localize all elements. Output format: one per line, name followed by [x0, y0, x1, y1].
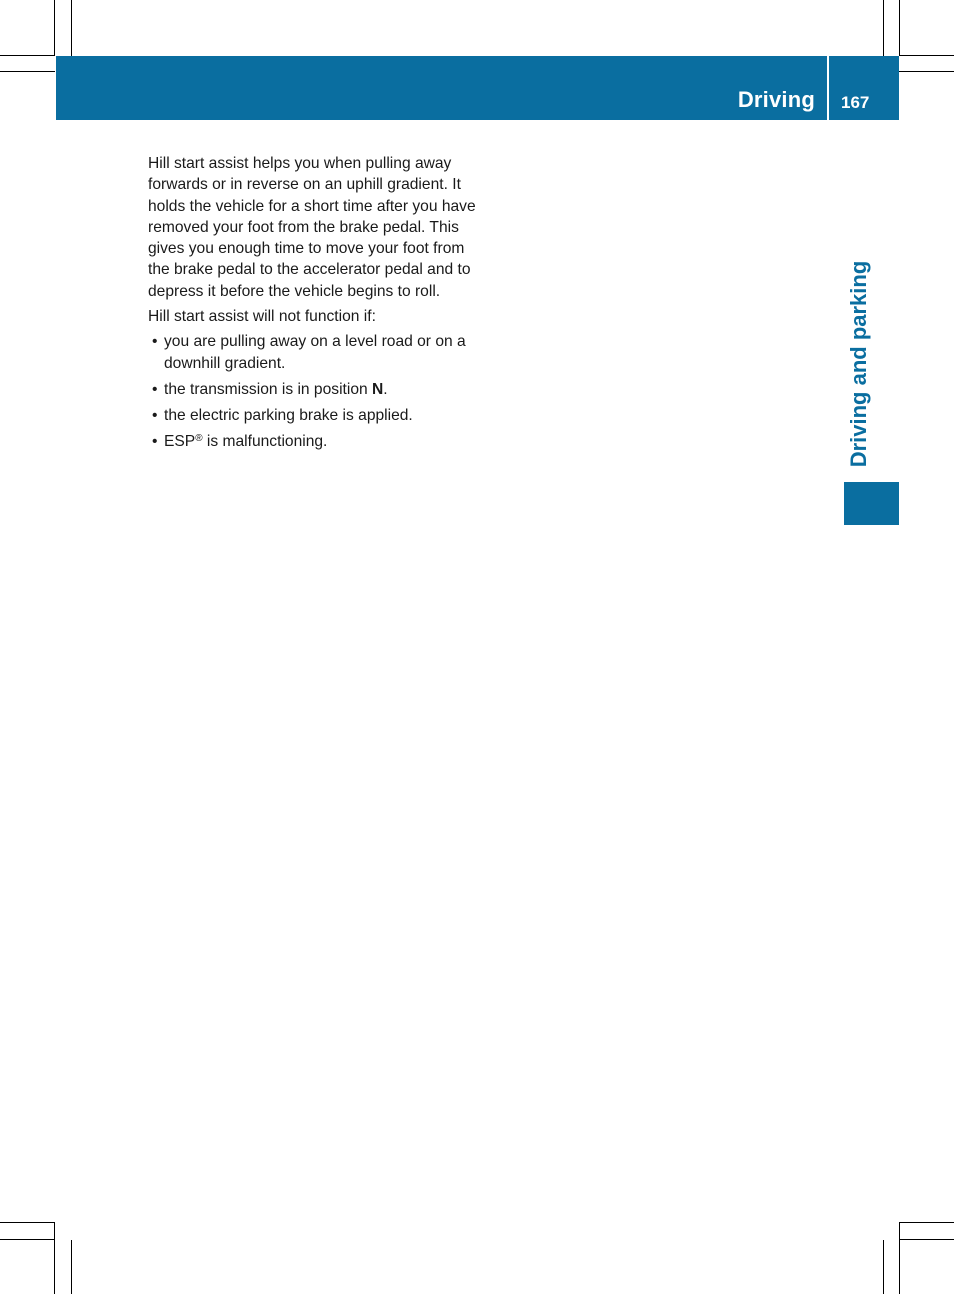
crop-mark [899, 1223, 900, 1294]
list-item-text: ESP [164, 432, 196, 450]
page-number: 167 [841, 93, 870, 112]
main-content [148, 153, 480, 457]
list-item-text: the electric parking brake is applied. [164, 406, 413, 424]
gear-position-n: N [372, 380, 384, 398]
crop-mark [883, 1240, 884, 1294]
list-item-text: you are pulling away on a level road or on a downhill gradient. [164, 333, 466, 372]
crop-mark [883, 0, 884, 56]
chapter-tab [842, 258, 876, 470]
list-item [148, 405, 480, 426]
crop-mark [899, 55, 954, 56]
chapter-tab-label: Driving and parking [846, 260, 871, 468]
crop-mark [0, 55, 55, 56]
header-divider [827, 56, 829, 120]
intro-paragraph: Hill start assist helps you when pulling away forwards or in reverse on an uphill gradient. It holds the vehicle for a short time after you have removed your foot from the brake pedal. This gives you enough time to move your foot from the brake pedal to the accelerator pedal and to depress it before the vehicle begins to roll. [148, 155, 476, 300]
condition-list [148, 331, 480, 452]
crop-mark [0, 1239, 55, 1240]
list-item-text: is malfunctioning. [202, 432, 328, 450]
crop-mark [0, 71, 55, 72]
registered-mark: ® [195, 432, 203, 444]
header-bar [56, 56, 899, 120]
crop-mark [899, 1222, 954, 1223]
list-item [148, 379, 480, 400]
crop-mark [54, 1223, 55, 1294]
crop-mark [899, 1239, 954, 1240]
crop-mark [0, 1222, 55, 1223]
list-item-text: . [383, 380, 388, 398]
crop-mark [71, 0, 72, 56]
crop-mark [54, 0, 55, 56]
list-item [148, 431, 480, 452]
list-item [148, 331, 480, 374]
crop-mark [899, 71, 954, 72]
list-item-text: the transmission is in position [164, 380, 373, 398]
crop-mark [899, 0, 900, 56]
chapter-tab-marker [844, 482, 899, 525]
condition-intro: Hill start assist will not function if: [148, 308, 376, 326]
section-title: Driving [737, 87, 815, 112]
crop-mark [71, 1240, 72, 1294]
